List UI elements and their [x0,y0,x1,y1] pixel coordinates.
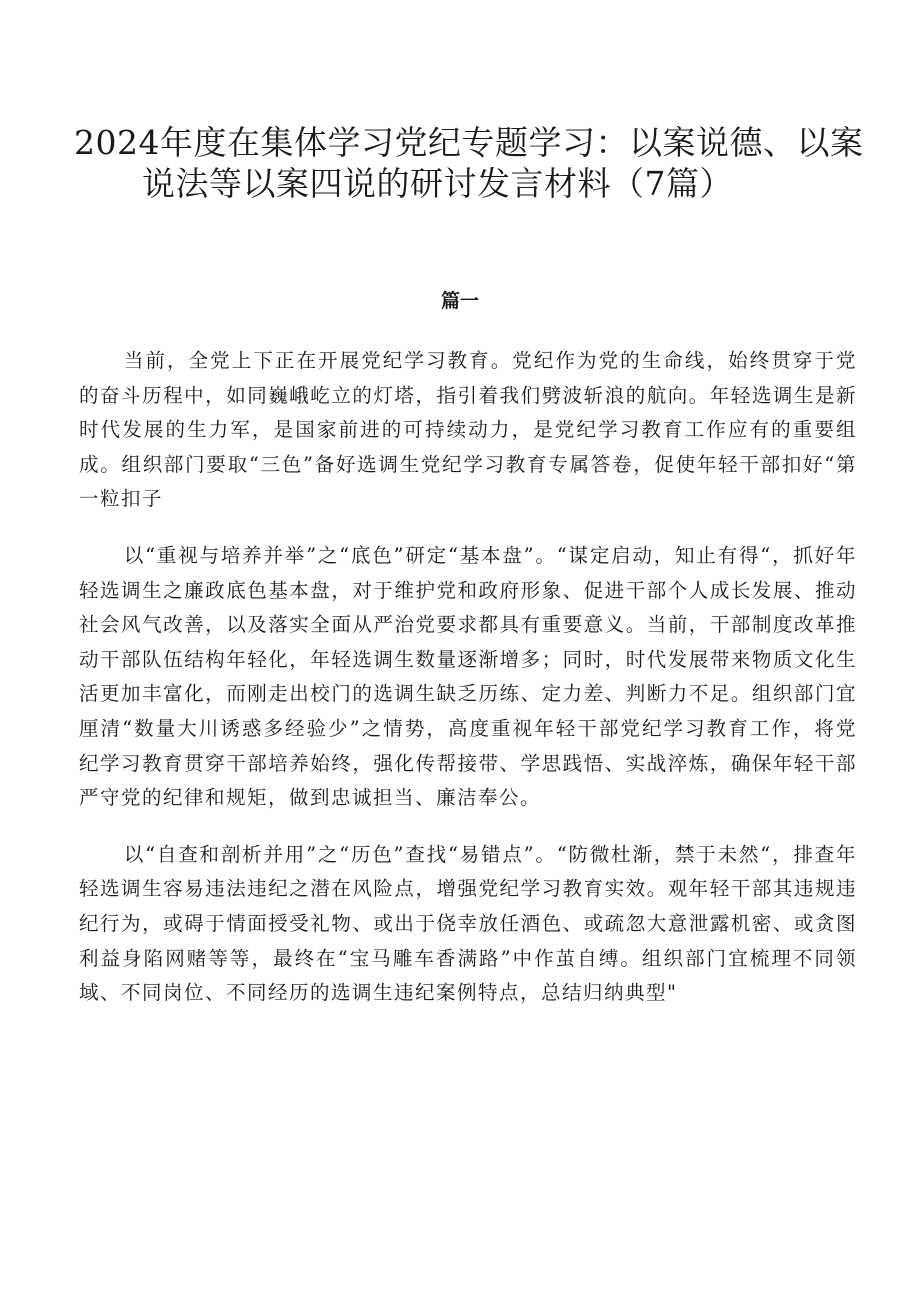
paragraph-3: 以“自查和剖析并用”之“历色”查找“易错点”。“防微杜渐，禁于未然“，排查年轻选调生容易违法违纪之潜在风险点，增强党纪学习教育实效。观年轻干部其违规违纪行为，或碍于情面授受礼物、或出于侥幸放任酒色、或疏忽大意泄露机密、或贪图利益身陷网赌等等，最终在“宝马雕车香满路”中作茧自缚。组织部门宜梳理不同领域、不同岗位、不同经历的选调生违纪案例特点，总结归纳典型" [79,842,857,1005]
title-line-2: 说法等以案四说的研讨发言材料（7篇） [142,164,733,203]
section-heading: 篇一 [440,290,479,312]
document-title [60,122,870,204]
body-text [79,344,857,1033]
title-line-1: 2024年度在集体学习党纪专题学习：以案说德、以案 [74,123,864,162]
paragraph-1: 当前，全党上下正在开展党纪学习教育。党纪作为党的生命线，始终贯穿于党的奋斗历程中，如同巍峨屹立的灯塔，指引着我们劈波斩浪的航向。年轻选调生是新时代发展的生力军，是国家前进的可持续动力，是党纪学习教育工作应有的重要组成。组织部门要取“三色”备好选调生党纪学习教育专属答卷，促使年轻干部扣好“第一粒扣子 [79,349,857,511]
paragraph-2: 以“重视与培养并举”之“底色”研定“基本盘”。“谋定启动，知止有得“，抓好年轻选调生之廉政底色基本盘，对于维护党和政府形象、促进干部个人成长发展、推动社会风气改善，以及落实全面从严治党要求都具有重要意义。当前，干部制度改革推动干部队伍结构年轻化，年轻选调生数量逐渐增多；同时，时代发展带来物质文化生活更加丰富化，而刚走出校门的选调生缺乏历练、定力差、判断力不足。组织部门宜厘清“数量大川诱惑多经验少”之情势，高度重视年轻干部党纪学习教育工作，将党纪学习教育贯穿干部培养始终，强化传帮接带、学思践悟、实战淬炼，确保年轻干部严守党的纪律和规矩，做到忠诚担当、廉洁奉公。 [79,543,857,810]
